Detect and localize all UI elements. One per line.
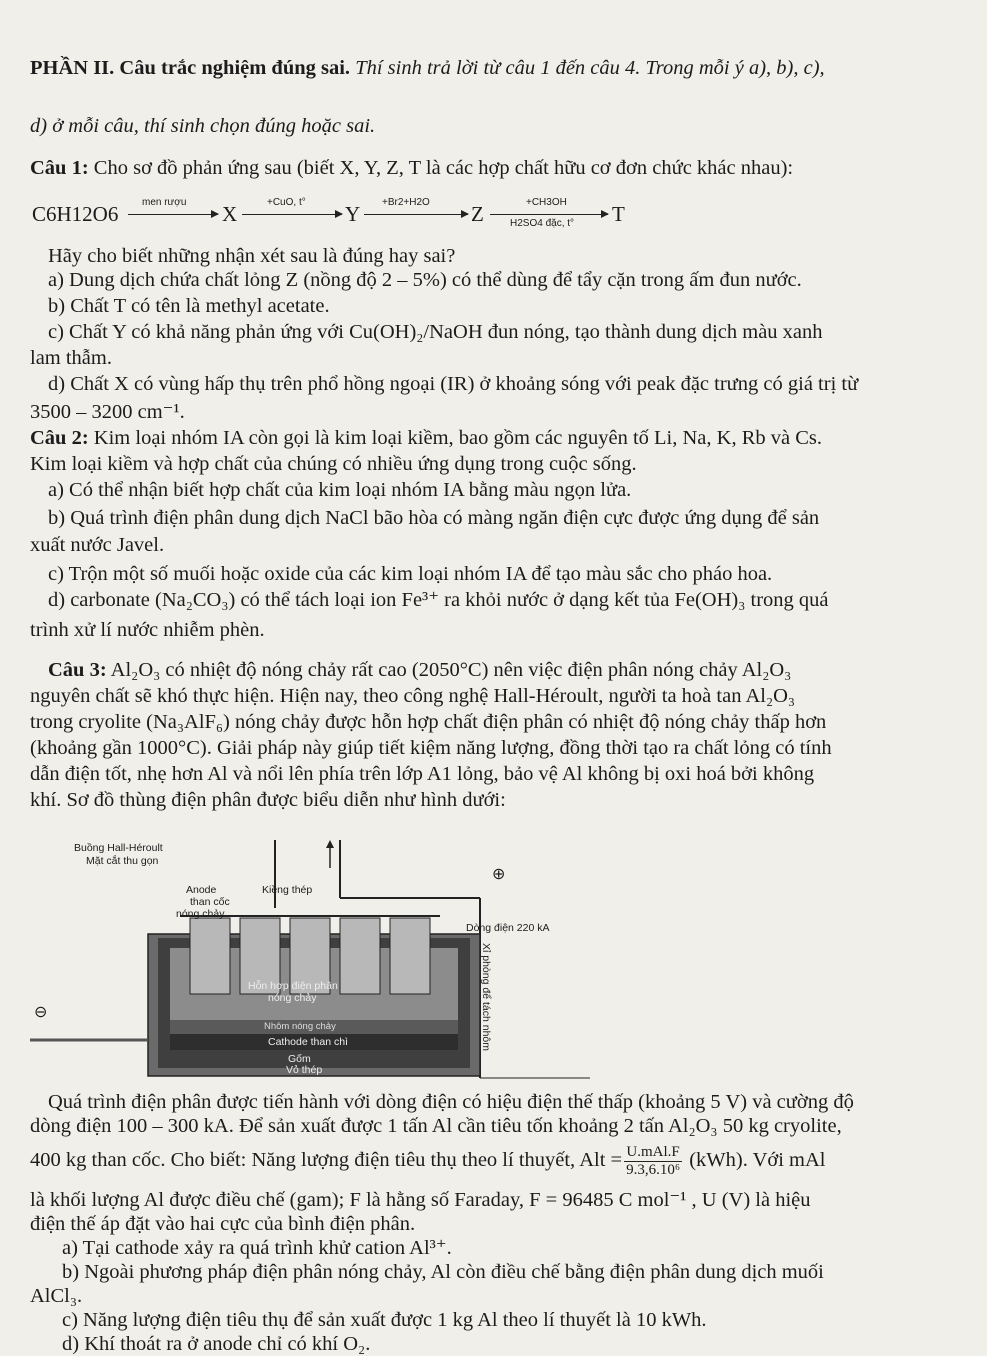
current-arrow-head [326, 840, 334, 848]
q1-option-b: b) Chất T có tên là methyl acetate. [48, 295, 330, 317]
part-heading: PHẦN II. Câu trắc nghiệm đúng sai. [30, 57, 351, 79]
chain-arrow-2 [242, 214, 342, 215]
q1-option-d: d) Chất X có vùng hấp thụ trên phổ hồng ngoại (IR) ở khoảng sóng với peak đặc trưng có giá trị từ [48, 373, 859, 395]
q1-option-d-cont: 3500 – 3200 cm⁻¹. [30, 401, 185, 423]
q2-stem-text: Kim loại nhóm IA còn gọi là kim loại kiềm, bao gồm các nguyên tố Li, Na, K, Rb và Cs. [88, 427, 822, 449]
q3-para-4: (khoảng gần 1000°C). Giải pháp này giúp tiết kiệm năng lượng, đồng thời tạo ra chất lỏng có tính [30, 737, 832, 759]
q3-option-c: c) Năng lượng điện tiêu thụ để sản xuất được 1 kg Al theo lí thuyết là 10 kWh. [62, 1309, 707, 1331]
part-instruction-2: d) ở mỗi câu, thí sinh chọn đúng hoặc sai. [30, 115, 376, 137]
chain-arrow2-label: +CuO, t° [267, 197, 306, 208]
figure-subtitle: Mặt cắt thu gọn [86, 855, 159, 867]
chain-start: C6H12O6 [32, 202, 119, 226]
q2-option-b: b) Quá trình điện phân dung dịch NaCl bão hòa có màng ngăn điện cực được ứng dụng để sản [48, 507, 820, 529]
chain-arrow-1 [128, 214, 218, 215]
q1-option-c-cont: lam thẫm. [30, 347, 112, 369]
formula-denominator: 9.3,6.10⁶ [626, 1161, 681, 1178]
formula-numerator: U.mAl.F [624, 1144, 682, 1162]
label-electrolyte-2: nóng chảy [268, 992, 317, 1004]
anode-block-4 [340, 918, 380, 994]
chain-arrow-3 [364, 214, 468, 215]
label-steel-frame: Kiềng thép [262, 884, 313, 896]
q2-stem-cont: Kim loại kiềm và hợp chất của chúng có nhiều ứng dụng trong cuộc sống. [30, 453, 637, 475]
q1-stem [30, 156, 959, 180]
label-current: Dòng điện 220 kA [466, 922, 550, 934]
chain-arrow3-label: +Br2+H2O [382, 197, 430, 208]
label-molten-al: Nhôm nóng chảy [264, 1021, 336, 1032]
q1-option-a: a) Dung dịch chứa chất lỏng Z (nồng độ 2 – 5%) có thể dùng để tẩy cặn trong ấm đun nước. [48, 269, 802, 291]
chain-z: Z [471, 202, 484, 226]
q3-para-9-text-2: (kWh). Với mAl [684, 1149, 826, 1171]
q3-option-b-cont: AlCl₃. [30, 1285, 83, 1307]
label-cathode: Cathode than chì [268, 1036, 348, 1048]
label-heat-shield: Xỉ phòng để tách nhôm [480, 943, 492, 1051]
q1-option-c: c) Chất Y có khả năng phản ứng với Cu(OH)₂/NaOH đun nóng, tạo thành dung dịch màu xanh [48, 321, 823, 343]
q1-label: Câu 1: [30, 157, 89, 179]
hall-heroult-figure [30, 838, 590, 1090]
q3-option-d: d) Khí thoát ra ở anode chỉ có khí O₂. [62, 1333, 371, 1355]
figure-title: Buồng Hall-Héroult [74, 842, 163, 854]
q3-para-1 [48, 658, 959, 682]
q3-label: Câu 3: [48, 659, 107, 681]
label-anode-3: nóng chảy [176, 908, 225, 920]
formula-lhs: Alt = [579, 1149, 623, 1171]
chain-t: T [612, 202, 625, 226]
chain-arrow4-bottom: H2SO4 đặc, t° [510, 218, 575, 229]
label-anode: Anode [186, 884, 217, 896]
label-steel-shell: Vỏ thép [286, 1064, 323, 1076]
chain-y: Y [345, 202, 361, 226]
q3-option-a: a) Tại cathode xảy ra quá trình khử cation Al³⁺. [62, 1237, 452, 1259]
part-heading-line [30, 56, 959, 80]
q3-option-b: b) Ngoài phương pháp điện phân nóng chảy, Al còn điều chế bằng điện phân dung dịch muối [62, 1261, 824, 1283]
q2-option-b-cont: xuất nước Javel. [30, 534, 165, 556]
q1-stem-text: Cho sơ đồ phản ứng sau (biết X, Y, Z, T là các hợp chất hữu cơ đơn chức khác nhau): [88, 157, 794, 179]
q3-para-6: khí. Sơ đồ thùng điện phân được biểu diễn như hình dưới: [30, 789, 506, 811]
q3-para-11: điện thế áp đặt vào hai cực của bình điện phân. [30, 1213, 416, 1235]
q2-option-d: d) carbonate (Na₂CO₃) có thể tách loại ion Fe³⁺ ra khỏi nước ở dạng kết tủa Fe(OH)₃ trong quá [48, 589, 829, 611]
q1-prompt: Hãy cho biết những nhận xét sau là đúng hay sai? [48, 245, 456, 267]
part-instruction: Thí sinh trả lời từ câu 1 đến câu 4. Trong mỗi ý a), b), c), [350, 57, 825, 79]
minus-terminal-icon: ⊖ [34, 1004, 48, 1021]
q2-label: Câu 2: [30, 427, 89, 449]
chain-arrow-4 [490, 214, 608, 215]
chain-arrow1-label: men rượu [142, 197, 187, 208]
q3-para-7: Quá trình điện phân được tiến hành với dòng điện có hiệu điện thế thấp (khoảng 5 V) và cường độ [48, 1091, 854, 1113]
q3-para-1-text: Al₂O₃ có nhiệt độ nóng chảy rất cao (2050°C) nên việc điện phân nóng chảy Al₂O₃ [106, 659, 792, 681]
label-electrolyte: Hỗn hợp điện phân [248, 980, 338, 992]
energy-formula [624, 1144, 682, 1179]
q3-para-10: là khối lượng Al được điều chế (gam); F là hằng số Faraday, F = 96485 C mol⁻¹ , U (V) là hiệu [30, 1189, 811, 1211]
label-anode-2: than cốc [190, 896, 230, 908]
q3-para-5: dẫn điện tốt, nhẹ hơn Al và nổi lên phía trên lớp A1 lỏng, bảo vệ Al không bị oxi hoá bởi không [30, 763, 815, 785]
q3-para-3: trong cryolite (Na₃AlF₆) nóng chảy được hỗn hợp chất điện phân có nhiệt độ nóng chảy thấp hơn [30, 711, 827, 733]
q3-para-8: dòng điện 100 – 300 kA. Để sản xuất được 1 tấn Al cần tiêu tốn khoảng 2 tấn Al₂O₃ 50 kg cryolite, [30, 1115, 842, 1137]
q3-para-9 [30, 1140, 959, 1184]
plus-terminal-icon: ⊕ [492, 866, 506, 883]
q3-para-2: nguyên chất sẽ khó thực hiện. Hiện nay, theo công nghệ Hall-Héroult, người ta hoà tan Al₂O₃ [30, 685, 796, 707]
anode-block-5 [390, 918, 430, 994]
anode-block-1 [190, 918, 230, 994]
q2-option-d-cont: trình xử lí nước nhiễm phèn. [30, 619, 265, 641]
q2-option-c: c) Trộn một số muối hoặc oxide của các kim loại nhóm IA để tạo màu sắc cho pháo hoa. [48, 563, 773, 585]
chain-x: X [222, 202, 238, 226]
q2-option-a: a) Có thể nhận biết hợp chất của kim loại nhóm IA bằng màu ngọn lửa. [48, 479, 632, 501]
q3-para-9-text: 400 kg than cốc. Cho biết: Năng lượng điện tiêu thụ theo lí thuyết, [30, 1149, 580, 1171]
label-ceramic: Gốm [288, 1053, 311, 1065]
reaction-chain [32, 194, 652, 234]
q2-stem [30, 426, 959, 450]
chain-arrow4-top: +CH3OH [526, 197, 567, 208]
